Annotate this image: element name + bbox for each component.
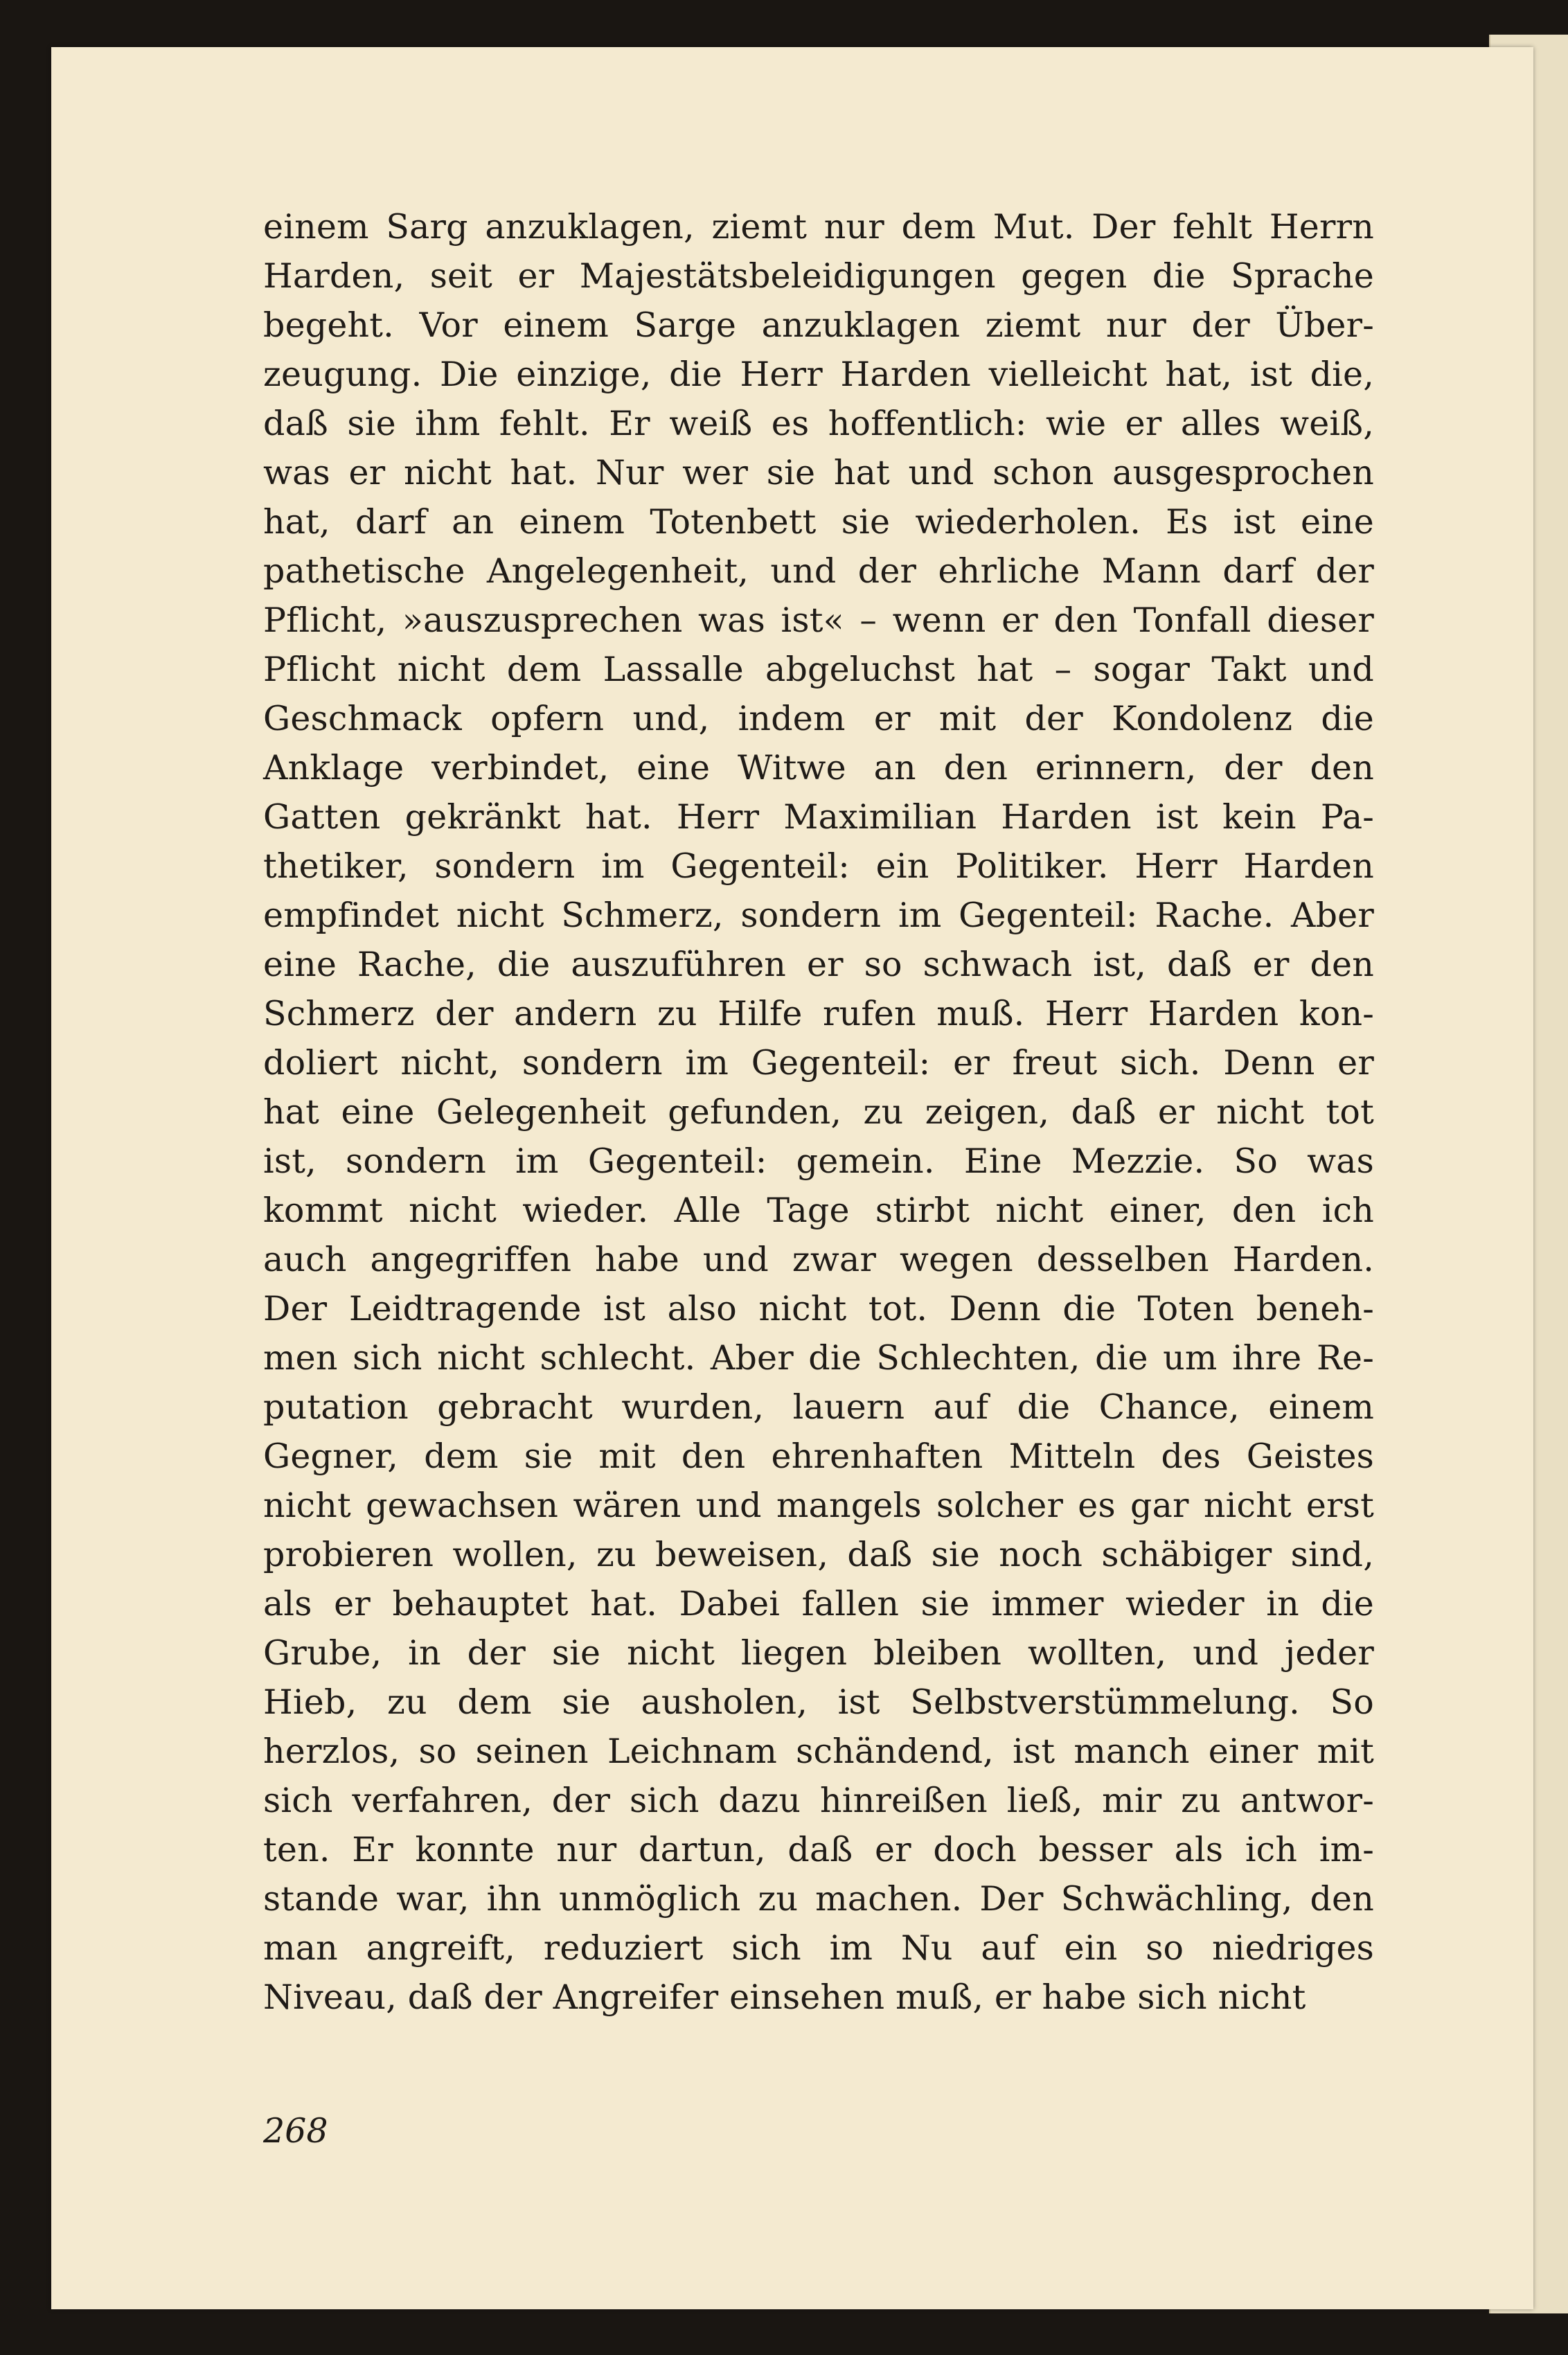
text-line-17: Schmerz der andern zu Hilfe rufen muß. Herr Harden kon-	[263, 994, 1374, 1033]
text-line-7: hat, darf an einem Totenbett sie wiederholen. Es ist eine	[263, 502, 1374, 542]
book-page	[51, 47, 1533, 2309]
text-line-18: doliert nicht, sondern im Gegenteil: er freut sich. Denn er	[263, 1043, 1374, 1083]
text-line-12: Anklage verbindet, eine Witwe an den erinnern, der den	[263, 748, 1374, 788]
text-line-25: putation gebracht wurden, lauern auf die Chance, einem	[263, 1387, 1374, 1427]
text-line-33: sich verfahren, der sich dazu hinreißen ließ, mir zu antwor-	[263, 1781, 1374, 1820]
text-line-11: Geschmack opfern und, indem er mit der Kondolenz die	[263, 699, 1374, 738]
text-line-36: man angreift, reduziert sich im Nu auf ein so niedriges	[263, 1928, 1374, 1968]
text-line-2: Harden, seit er Majestätsbeleidigungen gegen die Sprache	[263, 256, 1374, 296]
text-line-5: daß sie ihm fehlt. Er weiß es hoffentlich: wie er alles weiß,	[263, 404, 1374, 443]
text-line-24: men sich nicht schlecht. Aber die Schlechten, die um ihre Re-	[263, 1338, 1374, 1378]
text-line-37: Niveau, daß der Angreifer einsehen muß, er habe sich nicht	[263, 1978, 1306, 2017]
text-line-15: empfindet nicht Schmerz, sondern im Gegenteil: Rache. Aber	[263, 896, 1374, 935]
text-line-23: Der Leidtragende ist also nicht tot. Denn die Toten beneh-	[263, 1289, 1374, 1328]
text-line-34: ten. Er konnte nur dartun, daß er doch besser als ich im-	[263, 1830, 1374, 1869]
text-line-10: Pflicht nicht dem Lassalle abgeluchst hat – sogar Takt und	[263, 650, 1374, 689]
text-line-22: auch angegriffen habe und zwar wegen desselben Harden.	[263, 1240, 1374, 1279]
text-line-9: Pflicht, »auszusprechen was ist« – wenn er den Tonfall dieser	[263, 601, 1374, 640]
text-line-8: pathetische Angelegenheit, und der ehrliche Mann darf der	[263, 551, 1374, 591]
text-line-19: hat eine Gelegenheit gefunden, zu zeigen, daß er nicht tot	[263, 1092, 1374, 1132]
page-number: 268	[263, 2111, 328, 2151]
text-line-26: Gegner, dem sie mit den ehrenhaften Mitteln des Geistes	[263, 1437, 1374, 1476]
text-line-31: Hieb, zu dem sie ausholen, ist Selbstverstümmelung. So	[263, 1682, 1374, 1722]
text-line-32: herzlos, so seinen Leichnam schändend, ist manch einer mit	[263, 1732, 1374, 1771]
text-line-13: Gatten gekränkt hat. Herr Maximilian Harden ist kein Pa-	[263, 797, 1374, 837]
text-line-4: zeugung. Die einzige, die Herr Harden vielleicht hat, ist die,	[263, 355, 1374, 394]
text-line-3: begeht. Vor einem Sarge anzuklagen ziemt nur der Über-	[263, 305, 1374, 345]
text-line-6: was er nicht hat. Nur wer sie hat und schon ausgesprochen	[263, 453, 1374, 492]
text-line-20: ist, sondern im Gegenteil: gemein. Eine Mezzie. So was	[263, 1141, 1374, 1181]
text-line-28: probieren wollen, zu beweisen, daß sie noch schäbiger sind,	[263, 1535, 1374, 1574]
text-line-30: Grube, in der sie nicht liegen bleiben wollten, und jeder	[263, 1633, 1374, 1673]
text-line-21: kommt nicht wieder. Alle Tage stirbt nicht einer, den ich	[263, 1191, 1374, 1230]
text-line-35: stande war, ihn unmöglich zu machen. Der Schwächling, den	[263, 1879, 1374, 1919]
body-text	[263, 202, 1374, 2022]
text-line-16: eine Rache, die auszuführen er so schwach ist, daß er den	[263, 945, 1374, 984]
text-line-29: als er behauptet hat. Dabei fallen sie immer wieder in die	[263, 1584, 1374, 1624]
text-line-27: nicht gewachsen wären und mangels solcher es gar nicht erst	[263, 1486, 1374, 1525]
text-line-1: einem Sarg anzuklagen, ziemt nur dem Mut. Der fehlt Herrn	[263, 207, 1374, 247]
text-line-14: thetiker, sondern im Gegenteil: ein Politiker. Herr Harden	[263, 846, 1374, 886]
